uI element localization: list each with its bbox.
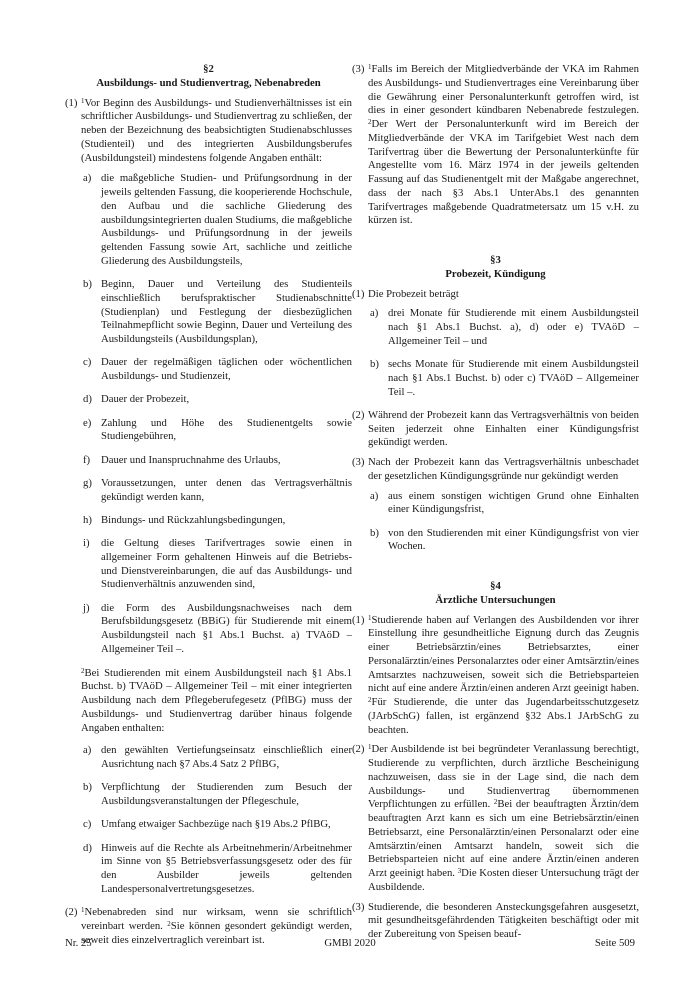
paragraph-number: (3) [352,900,365,913]
paragraph-number: (1) [65,96,78,109]
list-text: Zahlung und Höhe des Studienentgelts sowie Studiengebühren, [101,416,352,443]
list-text: Verpflichtung der Studierenden zum Besuch der Ausbildungsveranstaltungen der Pflegeschule, [101,781,352,807]
list-item [81,278,352,347]
list-text: die Form des Ausbildungsnachweises nach dem Berufsbildungsgesetz (BBiG) für Studierende mit einem Ausbildungsteil nach §1 Abs.1 Buchst. a) TVAöD – Allgemeiner Teil –. [101,601,352,655]
paragraph-number: (2) [65,906,78,918]
paragraph-number: (1) [352,287,365,300]
list-text: aus einem sonstigen wichtigen Grund ohne Einhalten einer Kündigungsfrist, [388,489,639,516]
list-label: e) [83,416,92,429]
list [81,172,352,656]
paragraph-text: Der Ausbildende ist bei begründeter Veranlassung berechtigt, Studierende zu verpflichten, durch ärztliche Bescheinigung nachzuweisen, dass sie in der Lage sind, die nach dem Ausbildungs- und Studienvertrag übernommenen Verpflichtungen zu erfüllen. [368,743,639,811]
list-item [368,307,639,348]
list-text: von den Studierenden mit einer Kündigungsfrist von vier Wochen. [388,526,639,553]
list-label: a) [370,489,379,502]
list-item [81,818,352,832]
list [368,307,639,399]
list-item [81,744,352,772]
list-item [81,356,352,384]
list-item [81,393,352,407]
list-label: h) [83,513,92,526]
list-item [368,527,639,555]
sentence-number: 1 [368,613,372,622]
journal-name: GMBl 2020 [324,937,376,949]
sentence-number: 2 [368,696,372,704]
right-column [352,63,639,948]
list-text: sechs Monate für Studierende mit einem Ausbildungsteil nach §1 Abs.1 Buchst. b) oder c) TVAöD – Allgemeiner Teil –. [388,358,639,398]
paragraph [65,97,352,897]
list-item [81,477,352,505]
list-label: d) [83,393,92,406]
section-title: Ausbildungs- und Studienvertrag, Nebenabreden [96,76,321,89]
list-text: Beginn, Dauer und Verteilung des Studienteils einschließlich berufspraktischer Studienabschnitte (Studienplan) und Festlegung der diesbezüglichen Teilnahmepflicht sowie Beginn, Dauer und Verteilung des Ausbildungsteils (Ausbildungsplan), [101,278,352,345]
sentence-number: 1 [368,63,372,71]
paragraph-text: Der Wert der Personalunterkunft wird im Bereich der Mitgliedverbände der VKA im Tarifgebiet West nach dem Tarifvertrag über die Bewertung der Personalunterkünfte für Angestellte vom 16. März 1974 in der jeweils geltenden Fassung auf das Studienentgelt mit der Maßgabe angerechnet, dass der nach §3 Abs.1 UnterAbs.1 des genannten Tarifvertrages maßgebende Quadratmetersatz um 15 v.H. zu kürzen ist. [368,118,639,227]
list-label: b) [83,781,92,794]
sentence-number: 2 [368,118,372,126]
list-item [81,172,352,268]
paragraph-number: (3) [352,63,365,75]
list-label: i) [83,537,90,549]
sentence-number: 1 [81,906,85,914]
paragraph-text: Bei Studierenden mit einem Ausbildungsteil nach §1 Abs.1 Buchst. b) TVAöD – Allgemeiner Teil – mit einer integrierten Ausbildung nach dem Pflegeberufegesetz (PflBG) muss der Ausbildungs- und Studienvertrag darüber hinaus folgende Angaben enthalten: [81,666,352,734]
sentence-number: 2 [81,666,85,675]
paragraph-text: Während der Probezeit kann das Vertragsverhältnis von beiden Seiten jederzeit ohne Einhalten einer Kündigungsfrist gekündigt werden. [368,408,639,449]
sentence-number: 1 [368,743,372,752]
section-number: §2 [203,63,214,75]
sentence-number: 1 [81,96,85,105]
section-number: §3 [490,254,501,266]
paragraph-text: Die Probezeit beträgt [368,287,459,300]
paragraph [352,614,639,738]
paragraph [352,409,639,450]
list-text: Dauer der regelmäßigen täglichen oder wöchentlichen Ausbildungs- und Studienzeit, [101,356,352,382]
list-label: c) [83,356,92,369]
paragraph-text: Vor Beginn des Ausbildungs- und Studienverhältnisses ist ein schriftlicher Ausbildungs- und Studienvertrag zu schließen, der neben der Bezeichnung des beabsichtigten Studienabschlusses (Studienteil) und des integrierten Ausbildungsberufes (Ausbildungsteil) mindestens folgende Angaben enthält: [81,96,352,164]
paragraph-text: Sie können gesondert gekündigt werden, soweit dies einzelvertraglich vereinbart ist. [81,919,352,946]
list-item [368,490,639,518]
list-text: den gewählten Vertiefungseinsatz einschließlich einer Ausrichtung nach §7 Abs.4 Satz 2 PflBG, [101,744,352,770]
list-text: drei Monate für Studierende mit einem Ausbildungsteil nach §1 Abs.1 Buchst. a), d) oder e) TVAöD – Allgemeiner Teil – und [388,307,639,347]
list-label: b) [83,278,92,290]
paragraph-number: (2) [352,743,365,756]
sentence-number: 2 [493,798,498,807]
list-label: f) [83,453,91,466]
list-label: a) [83,744,92,757]
paragraph [352,743,639,894]
list-text: Bindungs- und Rückzahlungsbedingungen, [101,513,286,526]
list-item [81,781,352,809]
section-title: Probezeit, Kündigung [445,267,546,280]
sentence-number: 3 [457,867,462,875]
list-text: Dauer und Inanspruchnahme des Urlaubs, [101,453,281,466]
list-label: c) [83,818,92,831]
paragraph-text: Die Kosten dieser Untersuchung trägt der Ausbildende. [368,867,640,893]
page-number: Seite 509 [594,937,635,949]
list-item [81,417,352,445]
list-label: d) [83,841,92,854]
paragraph-text: Studierende, die besonderen Ansteckungsgefahren ausgesetzt, mit gesundheitsgefährdenden Tätigkeiten beschäftigt oder mit der Zubereitung von Speisen beauf- [368,900,639,940]
list-label: a) [370,307,379,320]
paragraph-text: Für Studierende, die unter das Jugendarbeitsschutzgesetz (JArbSchG) fallen, ist ergänzend §32 Abs.1 JArbSchG zu beachten. [368,696,639,736]
list-label: b) [370,526,379,539]
sentence-number: 2 [167,919,171,928]
list-item [81,602,352,657]
list-text: Voraussetzungen, unter denen das Vertragsverhältnis gekündigt werden kann, [101,476,352,503]
list-label: a) [83,172,92,185]
list-text: Dauer der Probezeit, [101,393,190,406]
section-title: Ärztliche Untersuchungen [435,593,556,606]
list-label: j) [83,601,90,614]
paragraph [352,63,639,228]
list-text: Umfang etwaiger Sachbezüge nach §19 Abs.2 PflBG, [101,818,331,831]
list-label: g) [83,476,92,489]
paragraph-text: Falls im Bereich der Mitgliedverbände der VKA im Rahmen des Ausbildungs- und Studienvertrages eine Vereinbarung über die Gewährung einer Personalunterkunft getroffen wird, ist dies in einer gesondert kündbaren Nebenabrede festzulegen. [368,63,639,117]
list-item [81,454,352,468]
paragraph-text: Nebenabreden sind nur wirksam, wenn sie schriftlich vereinbart werden. [81,906,352,932]
paragraph-number: (1) [352,613,365,626]
paragraph-number: (3) [352,456,365,468]
list-text: die Geltung dieses Tarifvertrages sowie einen in allgemeiner Form gehaltenen Hinweis auf die Betriebs- und Dienstvereinbarungen, die auf das Ausbildungs- und Studienverhältnis anzuwenden sind, [101,537,352,591]
paragraph-text: Studierende haben auf Verlangen des Ausbildenden vor ihrer Einstellung ihre gesundheitliche Eignung durch das Zeugnis einer Betriebsärztin/eines Betriebsarztes, einer Personalärztin/eines Personalarztes oder einer Amtsärztin/eines Amtsarztes nachzuweisen, soweit sich die Betriebsparteien nicht auf eine andere Ärztin/einen anderen Arzt geeinigt haben. [368,613,639,695]
paragraph-number: (2) [352,408,365,421]
section-number: §4 [490,580,501,592]
list-label: b) [370,358,379,370]
list-text: die maßgebliche Studien- und Prüfungsordnung in der jeweils geltenden Fassung, die kooperierende Hochschule, den Aufbau und die sachliche Gliederung des ausbildungsintegrierten dualen Studiums, die maßgebliche Ausbildungs- und Prüfungsordnung in der jeweils geltenden Fassung sowie Art, sachliche und zeitliche Gliederung des Ausbildungsteils, [101,172,352,267]
paragraph [352,456,639,554]
paragraph-text: Nach der Probezeit kann das Vertragsverhältnis unbeschadet der gesetzlichen Kündigungsgründe nur gekündigt werden [368,456,639,482]
list-item [81,842,352,897]
list-text: Hinweis auf die Rechte als Arbeitnehmerin/Arbeitnehmer im Sinne von §5 Betriebsverfassungsgesetz oder des für den Ausbilder jeweils geltenden Landespersonalvertretungsgesetzes. [101,841,352,895]
issue-number: Nr. 25 [65,937,92,949]
left-column [65,63,352,953]
list-item [81,537,352,592]
paragraph [352,288,639,400]
list [81,744,352,896]
list [368,490,639,555]
list-item [81,514,352,528]
list-item [368,358,639,399]
paragraph-text: Bei der beauftragten Ärztin/dem beauftragten Arzt kann es sich um eine Betriebsärztin/einen Betriebsarzt, eine Personalärztin/einen Personalarzt oder eine Amtsärztin/einen Amtsarzt handeln, soweit sich die Betriebsparteien nicht auf eine andere Ärztin/einen anderen Arzt geeinigt haben. [368,798,639,879]
